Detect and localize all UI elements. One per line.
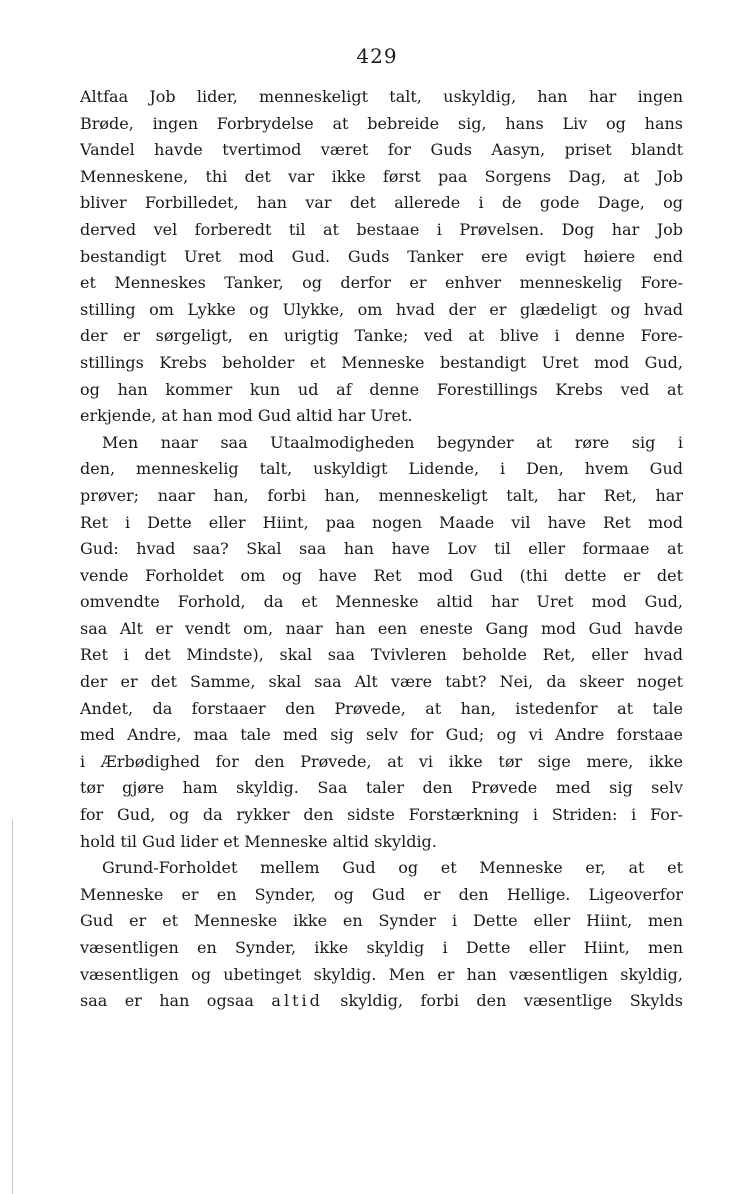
text-segment: saa er han ogsaa (80, 991, 254, 1011)
text-line: der er sørgeligt, en urigtig Tanke; ved at blive i denne Fore- (80, 326, 683, 346)
text-line: Vandel havde tvertimod været for Guds Aasyn, priset blandt (80, 140, 683, 160)
page-edge-line (12, 820, 13, 1194)
text-line: tør gjøre ham skyldig. Saa taler den Prøvede med sig selv (80, 778, 683, 798)
text-line: Gud: hvad saa? Skal saa han have Lov til eller formaae at (80, 539, 683, 559)
text-line: bestandigt Uret mod Gud. Guds Tanker ere evigt høiere end (80, 246, 683, 266)
text-line: Men naar saa Utaalmodigheden begynder at røre sig i (102, 432, 683, 452)
text-line: og han kommer kun ud af denne Forestillings Krebs ved at (80, 379, 683, 399)
text-line: Menneskene, thi det var ikke først paa Sorgens Dag, at Job (80, 166, 683, 186)
emphasized-word: altid (271, 991, 323, 1011)
text-line: saa Alt er vendt om, naar han een eneste Gang mod Gud havde (80, 618, 683, 638)
text-line: væsentligen en Synder, ikke skyldig i Dette eller Hiint, men (80, 938, 683, 957)
text-line: hold til Gud lider et Menneske altid skyldig. (80, 831, 437, 851)
text-line: i Ærbødighed for den Prøvede, at vi ikke tør sige mere, ikke (80, 751, 683, 771)
body-text (80, 84, 683, 1015)
text-line: Menneske er en Synder, og Gud er den Hellige. Ligeoverfor (80, 884, 683, 904)
text-segment: skyldig, forbi den væsentlige Skylds (340, 991, 683, 1011)
text-line: derved vel forberedt til at bestaae i Prøvelsen. Dog har Job (80, 219, 683, 239)
text-line-final (80, 988, 683, 1015)
text-line: et Menneskes Tanker, og derfor er enhver menneskelig Fore- (80, 273, 683, 293)
text-line: Ret i Dette eller Hiint, paa nogen Maade vil have Ret mod (80, 512, 683, 532)
text-line: Andet, da forstaaer den Prøvede, at han, istedenfor at tale (80, 698, 683, 718)
text-line: Gud er et Menneske ikke en Synder i Dette eller Hiint, men (80, 911, 683, 931)
page-number: 429 (356, 44, 398, 68)
text-line: for Gud, og da rykker den sidste Forstærkning i Striden: i For- (80, 805, 683, 825)
text-line: der er det Samme, skal saa Alt være tabt? Nei, da skeer noget (80, 672, 683, 692)
text-line: Altfaa Job lider, menneskeligt talt, uskyldig, han har ingen (80, 87, 683, 106)
text-line: Brøde, ingen Forbrydelse at bebreide sig, hans Liv og hans (80, 113, 683, 133)
text-line: prøver; naar han, forbi han, menneskeligt talt, har Ret, har (80, 485, 683, 505)
text-line: erkjende, at han mod Gud altid har Uret. (80, 406, 413, 426)
text-line: stilling om Lykke og Ulykke, om hvad der er glædeligt og hvad (80, 299, 683, 319)
text-line: vende Forholdet om og have Ret mod Gud (thi dette er det (80, 565, 683, 585)
text-line: med Andre, maa tale med sig selv for Gud; og vi Andre forstaae (80, 725, 683, 745)
text-line: væsentligen og ubetinget skyldig. Men er han væsentligen skyldig, (80, 964, 683, 984)
text-line: bliver Forbilledet, han var det allerede i de gode Dage, og (80, 193, 683, 213)
text-line: den, menneskelig talt, uskyldigt Lidende, i Den, hvem Gud (80, 459, 683, 479)
text-line: stillings Krebs beholder et Menneske bestandigt Uret mod Gud, (80, 352, 683, 372)
text-line: Ret i det Mindste), skal saa Tvivleren beholde Ret, eller hvad (80, 645, 683, 665)
text-line: omvendte Forhold, da et Menneske altid har Uret mod Gud, (80, 592, 683, 612)
text-line: Grund-Forholdet mellem Gud og et Menneske er, at et (102, 858, 683, 878)
